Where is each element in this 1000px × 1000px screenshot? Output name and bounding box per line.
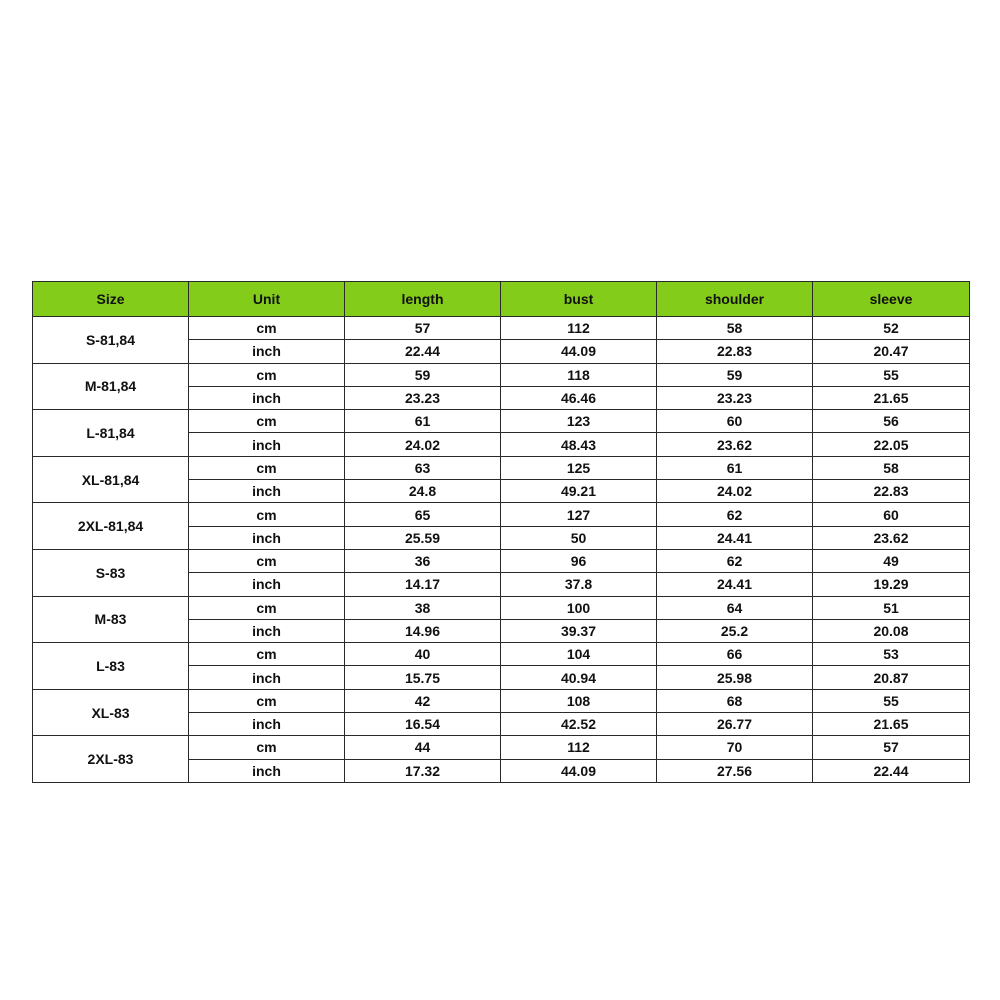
unit-cell: cm [189, 456, 345, 479]
unit-cell: inch [189, 433, 345, 456]
length-cell: 23.23 [345, 386, 501, 409]
size-chart-table [32, 281, 970, 783]
unit-cell: inch [189, 526, 345, 549]
header-row [33, 282, 970, 317]
sleeve-cell: 21.65 [813, 386, 970, 409]
length-cell: 24.8 [345, 480, 501, 503]
bust-cell: 50 [501, 526, 657, 549]
shoulder-cell: 27.56 [657, 759, 813, 782]
length-cell: 14.96 [345, 619, 501, 642]
shoulder-cell: 68 [657, 689, 813, 712]
shoulder-cell: 66 [657, 643, 813, 666]
shoulder-cell: 24.41 [657, 526, 813, 549]
bust-cell: 96 [501, 549, 657, 572]
bust-cell: 37.8 [501, 573, 657, 596]
size-label-cell: S-81,84 [33, 317, 189, 364]
size-label-cell: S-83 [33, 549, 189, 596]
unit-cell: inch [189, 713, 345, 736]
unit-cell: inch [189, 386, 345, 409]
shoulder-cell: 61 [657, 456, 813, 479]
unit-cell: inch [189, 759, 345, 782]
unit-cell: cm [189, 363, 345, 386]
shoulder-cell: 25.2 [657, 619, 813, 642]
unit-cell: cm [189, 549, 345, 572]
header-bust: bust [501, 282, 657, 317]
sleeve-cell: 53 [813, 643, 970, 666]
bust-cell: 46.46 [501, 386, 657, 409]
length-cell: 38 [345, 596, 501, 619]
table-row [33, 503, 970, 526]
unit-cell: cm [189, 410, 345, 433]
unit-cell: inch [189, 340, 345, 363]
bust-cell: 118 [501, 363, 657, 386]
shoulder-cell: 23.62 [657, 433, 813, 456]
header-length: length [345, 282, 501, 317]
size-label-cell: M-81,84 [33, 363, 189, 410]
header-shoulder: shoulder [657, 282, 813, 317]
bust-cell: 112 [501, 736, 657, 759]
length-cell: 63 [345, 456, 501, 479]
sleeve-cell: 21.65 [813, 713, 970, 736]
bust-cell: 39.37 [501, 619, 657, 642]
bust-cell: 127 [501, 503, 657, 526]
length-cell: 44 [345, 736, 501, 759]
shoulder-cell: 59 [657, 363, 813, 386]
sleeve-cell: 52 [813, 317, 970, 340]
unit-cell: cm [189, 503, 345, 526]
shoulder-cell: 64 [657, 596, 813, 619]
length-cell: 22.44 [345, 340, 501, 363]
sleeve-cell: 58 [813, 456, 970, 479]
unit-cell: cm [189, 596, 345, 619]
unit-cell: cm [189, 689, 345, 712]
bust-cell: 123 [501, 410, 657, 433]
shoulder-cell: 58 [657, 317, 813, 340]
bust-cell: 125 [501, 456, 657, 479]
shoulder-cell: 22.83 [657, 340, 813, 363]
length-cell: 40 [345, 643, 501, 666]
unit-cell: inch [189, 480, 345, 503]
sleeve-cell: 57 [813, 736, 970, 759]
length-cell: 25.59 [345, 526, 501, 549]
shoulder-cell: 24.02 [657, 480, 813, 503]
bust-cell: 49.21 [501, 480, 657, 503]
sleeve-cell: 20.08 [813, 619, 970, 642]
table-row [33, 410, 970, 433]
sleeve-cell: 19.29 [813, 573, 970, 596]
size-label-cell: L-81,84 [33, 410, 189, 457]
table-row [33, 363, 970, 386]
sleeve-cell: 20.47 [813, 340, 970, 363]
sleeve-cell: 55 [813, 689, 970, 712]
size-label-cell: L-83 [33, 643, 189, 690]
shoulder-cell: 25.98 [657, 666, 813, 689]
length-cell: 65 [345, 503, 501, 526]
unit-cell: inch [189, 666, 345, 689]
shoulder-cell: 70 [657, 736, 813, 759]
table-row [33, 643, 970, 666]
length-cell: 17.32 [345, 759, 501, 782]
length-cell: 42 [345, 689, 501, 712]
shoulder-cell: 60 [657, 410, 813, 433]
size-label-cell: 2XL-83 [33, 736, 189, 783]
length-cell: 15.75 [345, 666, 501, 689]
sleeve-cell: 55 [813, 363, 970, 386]
length-cell: 61 [345, 410, 501, 433]
table-row [33, 456, 970, 479]
header-unit: Unit [189, 282, 345, 317]
header-sleeve: sleeve [813, 282, 970, 317]
size-label-cell: M-83 [33, 596, 189, 643]
length-cell: 16.54 [345, 713, 501, 736]
length-cell: 36 [345, 549, 501, 572]
table-header [33, 282, 970, 317]
shoulder-cell: 62 [657, 503, 813, 526]
bust-cell: 40.94 [501, 666, 657, 689]
length-cell: 24.02 [345, 433, 501, 456]
bust-cell: 42.52 [501, 713, 657, 736]
sleeve-cell: 22.05 [813, 433, 970, 456]
sleeve-cell: 56 [813, 410, 970, 433]
shoulder-cell: 26.77 [657, 713, 813, 736]
sleeve-cell: 60 [813, 503, 970, 526]
length-cell: 14.17 [345, 573, 501, 596]
length-cell: 59 [345, 363, 501, 386]
sleeve-cell: 51 [813, 596, 970, 619]
length-cell: 57 [345, 317, 501, 340]
unit-cell: inch [189, 573, 345, 596]
table-row [33, 736, 970, 759]
table-row [33, 689, 970, 712]
size-label-cell: XL-83 [33, 689, 189, 736]
bust-cell: 108 [501, 689, 657, 712]
bust-cell: 104 [501, 643, 657, 666]
bust-cell: 44.09 [501, 340, 657, 363]
unit-cell: cm [189, 643, 345, 666]
sleeve-cell: 20.87 [813, 666, 970, 689]
size-label-cell: XL-81,84 [33, 456, 189, 503]
shoulder-cell: 62 [657, 549, 813, 572]
shoulder-cell: 23.23 [657, 386, 813, 409]
table-row [33, 596, 970, 619]
unit-cell: inch [189, 619, 345, 642]
bust-cell: 112 [501, 317, 657, 340]
bust-cell: 100 [501, 596, 657, 619]
bust-cell: 44.09 [501, 759, 657, 782]
sleeve-cell: 23.62 [813, 526, 970, 549]
bust-cell: 48.43 [501, 433, 657, 456]
unit-cell: cm [189, 317, 345, 340]
unit-cell: cm [189, 736, 345, 759]
sleeve-cell: 22.44 [813, 759, 970, 782]
table-body [33, 317, 970, 783]
header-size: Size [33, 282, 189, 317]
sleeve-cell: 22.83 [813, 480, 970, 503]
table-row [33, 317, 970, 340]
shoulder-cell: 24.41 [657, 573, 813, 596]
size-label-cell: 2XL-81,84 [33, 503, 189, 550]
table-row [33, 549, 970, 572]
sleeve-cell: 49 [813, 549, 970, 572]
